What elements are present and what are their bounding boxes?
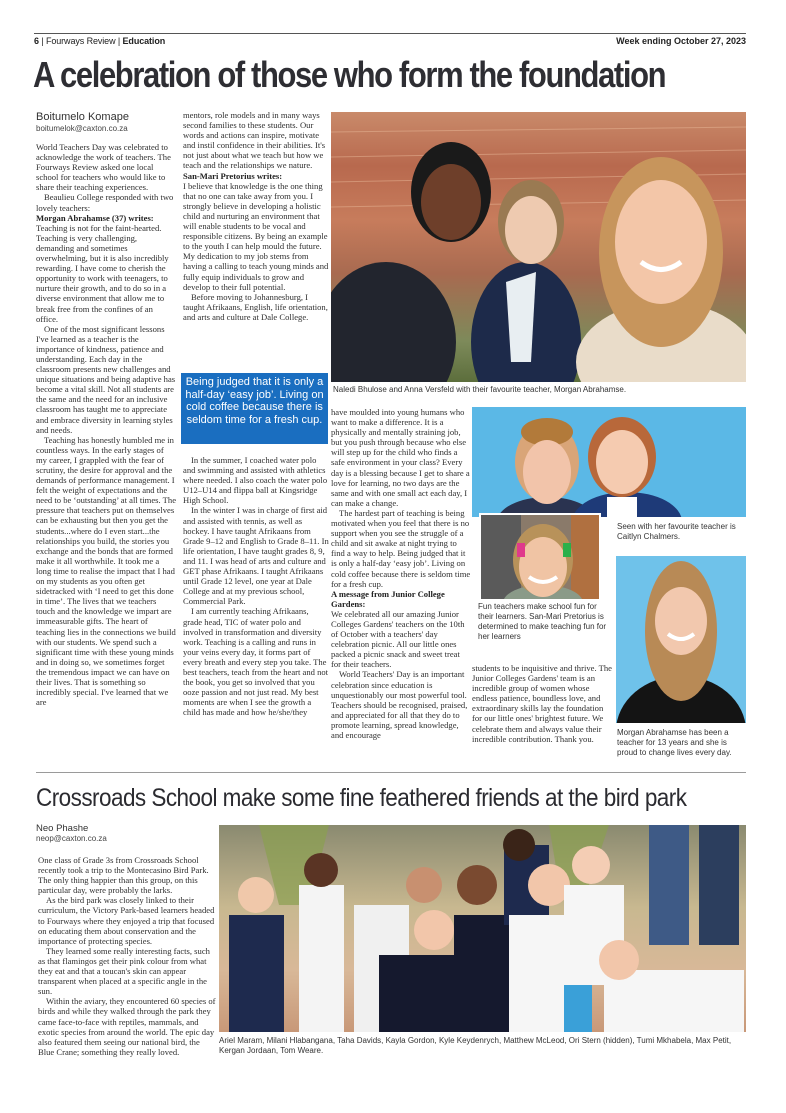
photo-illustration <box>331 112 746 382</box>
paragraph: As the bird park was closely linked to their curriculum, the Victory Park-based learners headed to Fourways where they enjoyed a trip that focused on educating them about conservation and the importance of protecting species. <box>38 895 215 946</box>
paragraph: Before moving to Johannesburg, I taught Afrikaans, English, life orientation, and arts and culture at Dale College. <box>183 291 328 322</box>
issue-date: Week ending October 27, 2023 <box>616 36 746 46</box>
pull-quote: Being judged that it is only a half-day ‘easy job’. Living on cold coffee because there is seldom time for a fresh cup. <box>181 373 328 444</box>
photo-illustration <box>219 825 746 1032</box>
subhead-morgan: Morgan Abrahamse (37) writes: <box>36 212 154 223</box>
page-number: 6 <box>34 36 39 46</box>
paragraph: We celebrated all our amazing Junior Colleges Gardens' teachers on the 10th of October with a teachers' day celebration picnic. All our little ones packed a picnic snack and sweet treat for their teachers. <box>331 608 465 670</box>
paragraph: World Teachers Day was celebrated to acknowledge the work of teachers. The Fourways Review asked one local school for teachers who would like to share their teaching experiences. <box>36 142 171 193</box>
byline-email[interactable]: boitumelok@caxton.co.za <box>36 124 128 133</box>
page-folio <box>34 33 746 47</box>
photo-san-mari-pretorius <box>479 513 601 601</box>
paragraph: I believe that knowledge is the one thing that no one can take away from you. I strongly believe in developing a holistic child and nurturing an environment that will enable students to be vocal and responsible citizens. By being an example to the youth I can help mould the future. My dedication to my job stems from having a calling to teach young minds and fully equip individuals to grow and develop to their full potential. <box>183 180 329 292</box>
story1-column-2-top <box>183 110 329 322</box>
story1-column-1 <box>36 142 176 707</box>
photo-illustration <box>616 556 746 723</box>
story1-headline: A celebration of those who form the foundation <box>33 54 666 95</box>
paragraph: Teaching is not for the faint-hearted. Teaching is very challenging, demanding and sometimes overwhelming, but it is also incredibly rewarding. I have come to cherish the opportunity to work with teenagers, to nurture their growth, and to do so in a diverse environment that allow me to break free from the confines of an office. <box>36 222 169 324</box>
story2-body <box>38 855 218 1057</box>
paragraph: Within the aviary, they encountered 60 species of birds and while they walked through the park they came face-to-face with reptiles, mammals, and exotic species from around the world. The epic day also featured them seeing our national bird, the Blue Crane; something they really loved. <box>38 996 216 1057</box>
story-divider <box>36 772 746 773</box>
byline-name: Boitumelo Komape <box>36 111 129 123</box>
photo-teacher-and-students <box>331 112 746 382</box>
photo-morgan-abrahamse <box>616 556 746 723</box>
story1-column-2-bottom <box>183 455 329 717</box>
folio-left: 6 | Fourways Review | Education <box>34 36 166 46</box>
story1-byline <box>36 111 129 134</box>
photo-illustration <box>481 515 601 601</box>
paragraph: mentors, role models and in many ways second families to these students. Our words and actions can inspire, motivate and instil confidence in their abilities. It's not just about what we teach but how we teach and the relationships we nature. <box>183 110 326 171</box>
paragraph: Beaulieu College responded with two lovely teachers: <box>36 192 174 213</box>
subhead-san-mari: San-Mari Pretorius writes: <box>183 170 283 181</box>
bird-park-caption: Ariel Maram, Milani Hlabangana, Taha Davids, Kayla Gordon, Kyle Keydenrych, Matthew McLeod, Ori Stern (hidden), Tumi Mkhabela, Max Petit, Kergan Jordaan, Tom Weare. <box>219 1036 732 1055</box>
paragraph: Teaching has honestly humbled me in countless ways. In the early stages of my career, I grappled with the fear of scrutiny, the desire for approval and the demands of performance management. I felt the weight of expectations and the need to be ‘outstanding’ at all times. The pressure that teachers put on themselves can be exhausting but then you get the students...where do I even start...the relationships you build, the stories you exchange and the bonds that are formed make it all worthwhile. It took me a long time to realise the impact that I had on my students as you often get sidetracked with ‘I need to get this done in time’. The lives that we teachers touch and the knowledge we impart are immeasurable gifts. The heart of teaching lies in the connections we build with our students. We spend such a significant time with these young minds and in doing so, we sometimes forget the tremendous impact we can have on their lives. That is something so incredibly special. I've learned that we are <box>36 434 177 708</box>
photo-illustration <box>472 407 746 517</box>
paragraph: have moulded into young humans who want to make a difference. It is a physically and mentally straining job, but you push through because who else will step up for the child who finds a safe environment in your class? Every day is a blessing because I get to share a love for learning, no two days are the same and with one small act each day, I can make a change. <box>331 407 470 508</box>
byline-email[interactable]: neop@caxton.co.za <box>36 834 107 843</box>
abrahamse-caption: Morgan Abrahamse has been a teacher for 13 years and she is proud to change lives every day. <box>617 728 732 757</box>
pretorius-caption: Fun teachers make school fun for their learners. San-Mari Pretorius is determined to make teaching fun for her learners <box>478 602 607 641</box>
story1-column-4 <box>472 663 612 744</box>
paragraph: In the winter I was in charge of first aid and assisted with tennis, as well as hockey. I have taught Afrikaans from Grade 9–12 and English to Grade 8–11. In life orientation, I have taught grades 8, 9, and 11. I was head of arts and culture and GET phase Afrikaans. I taught Afrikaans until Grade 12 level, one year at Dale College and at my previous school, Commercial Park. <box>183 505 329 607</box>
story2-headline: Crossroads School make some fine feathered friends at the bird park <box>36 784 687 812</box>
byline-name: Neo Phashe <box>36 823 89 834</box>
story2-byline <box>36 823 107 844</box>
section-name: Education <box>122 36 166 46</box>
paragraph: In the summer, I coached water polo and swimming and assisted with athletics where needed. I also coach the water polo U12–U14 and flippa ball at Kingsridge High School. <box>183 455 328 506</box>
photo-caitlyn-chalmers <box>472 407 746 517</box>
paragraph: The hardest part of teaching is being motivated when you feel that there is no support when you see the struggle of a child and sit awake at night trying to find a way to help. Being judged that it is only a half-day ‘easy job’. Living on cold coffee because there is seldom time for a fresh cup. <box>331 507 471 589</box>
paragraph: One of the most significant lessons I've learned as a teacher is the importance of kindness, patience and understanding. Each day in the classroom presents new challenges and unique situations and being adaptive has become a vital skill. Not all students are the same and the need for an inclusive classroom has taught me to appreciate and embrace diversity in learning styles and needs. <box>36 323 176 435</box>
publication-name: Fourways Review <box>45 36 116 46</box>
photo-crossroads-learners <box>219 825 746 1032</box>
story1-column-3 <box>331 407 471 740</box>
subhead-junior-college: A message from Junior College Gardens: <box>331 588 445 609</box>
paragraph: I am currently teaching Afrikaans, grade head, TIC of water polo and involved in transformation and diversity work. Teaching is a calling and runs in your veins every day, it forms part of every breath and every step you take. The best teachers, teach from the heart and not the book, you get so involved that you ooze passion and not just read. My best moments are when I see the growth a child has made and how he/she/they <box>183 606 329 718</box>
paragraph: One class of Grade 3s from Crossroads School recently took a trip to the Montecasino Bird Park. The only thing happier than this group, on this particular day, were probably the larks. <box>38 855 209 896</box>
main-photo-caption: Naledi Bhulose and Anna Versfeld with their favourite teacher, Morgan Abrahamse. <box>333 385 627 394</box>
paragraph: students to be inquisitive and thrive. The Junior Colleges Gardens' team is an incredible group of women whose endless patience, boundless love, and extraordinary skills lay the foundation for our little ones' brightest future. We celebrate them and always value their incredible contribution. Thank you. <box>472 663 612 744</box>
paragraph: They learned some really interesting facts, such as that flamingos get their pink colour from what they eat and that a toucan's skin can appear transparent when placed at a specific angle in the sun. <box>38 945 210 997</box>
paragraph: World Teachers' Day is an important celebration since education is unquestionably our most powerful tool. Teachers should be recognised, praised, and appreciated for all that they do to promote learning, spread knowledge, and encourage <box>331 669 468 740</box>
chalmers-caption: Seen with her favourite teacher is Caitlyn Chalmers. <box>617 522 736 541</box>
